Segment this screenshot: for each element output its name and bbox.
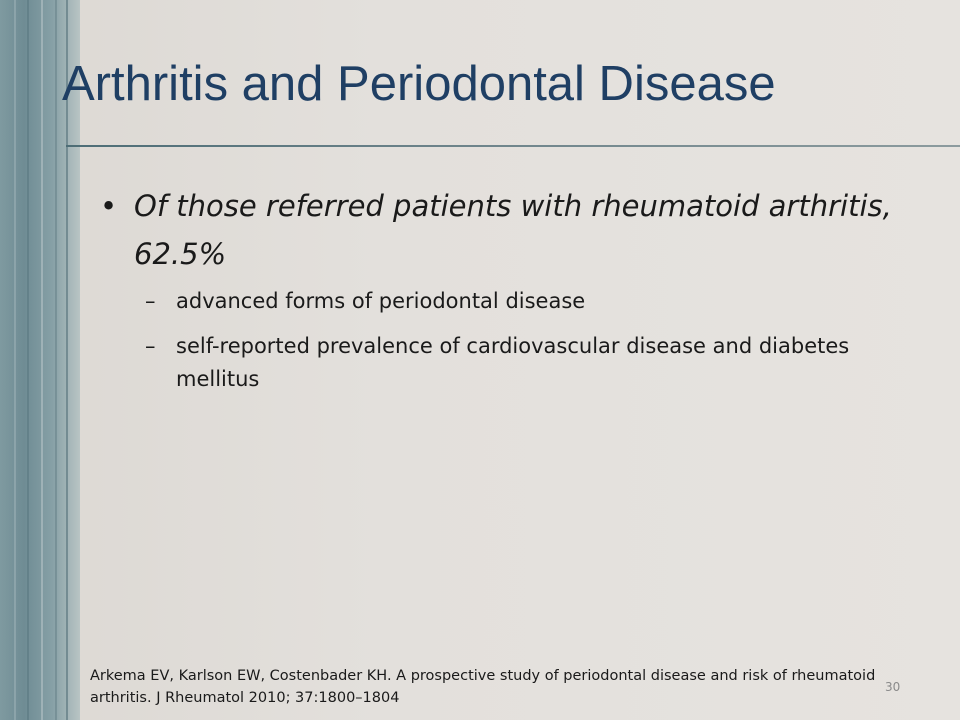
slide-number: 30 <box>885 680 901 694</box>
sub-bullet-text: advanced forms of periodontal disease <box>176 289 586 313</box>
sub-bullet-text: self-reported prevalence of cardiovascular disease and diabetes mellitus <box>176 334 850 391</box>
sub-bullet-item <box>145 330 905 396</box>
bullet-item <box>100 182 900 278</box>
decorative-line <box>55 0 57 720</box>
sub-bullet-item <box>145 285 905 318</box>
decorative-line <box>14 0 16 720</box>
title-divider <box>66 145 960 147</box>
citation: Arkema EV, Karlson EW, Costenbader KH. A prospective study of periodontal disease and risk of rheumatoid arthritis. J Rheumatol 2010; 37:1800–1804 <box>90 668 876 706</box>
sub-bullet-dash: – <box>145 289 156 313</box>
decorative-line <box>27 0 29 720</box>
sub-bullet-dash: – <box>145 334 156 358</box>
decorative-line <box>41 0 43 720</box>
bullet-dot: • <box>100 189 118 223</box>
bullet-text: Of those referred patients with rheumatoid arthritis, 62.5% <box>134 189 892 271</box>
slide-title: Arthritis and Periodontal Disease <box>62 57 776 111</box>
